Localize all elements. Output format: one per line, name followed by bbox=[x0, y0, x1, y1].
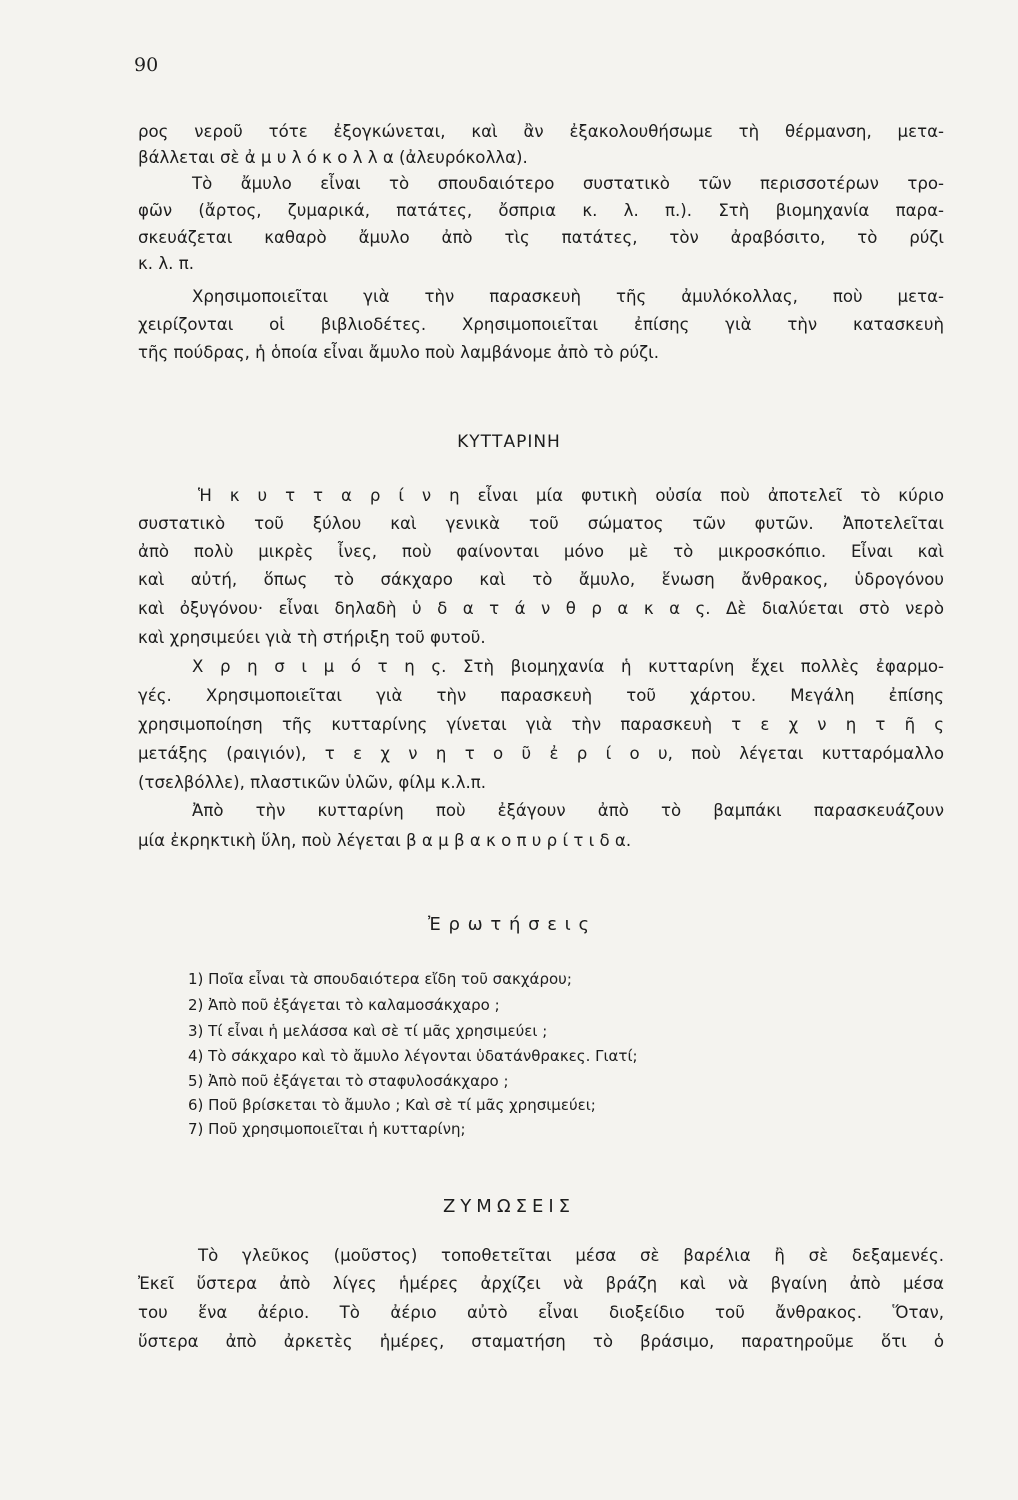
question-item: 4) Τὸ σάκχαρο καὶ τὸ ἄμυλο λέγονται ὑδατάνθρακες. Γιατί; bbox=[188, 1047, 638, 1065]
body-line: καὶ χρησιμεύει γιὰ τὴ στήριξη τοῦ φυτοῦ. bbox=[138, 628, 486, 647]
body-line: ρος νεροῦ τότε ἐξογκώνεται, καὶ ἂν ἐξακολουθήσωμε τὴ θέρμανση, μετα- bbox=[138, 122, 944, 141]
body-line: Ἀπὸ τὴν κυτταρίνη ποὺ ἐξάγουν ἀπὸ τὸ βαμπάκι παρασκευάζουν bbox=[192, 801, 944, 820]
body-line: Τὸ ἄμυλο εἶναι τὸ σπουδαιότερο συστατικὸ τῶν περισσοτέρων τρο- bbox=[192, 174, 944, 193]
body-line: Τὸ γλεῦκος (μοῦστος) τοποθετεῖται μέσα σὲ βαρέλια ἢ σὲ δεξαμενές. bbox=[198, 1246, 944, 1265]
body-line: ἀπὸ πολὺ μικρὲς ἶνες, ποὺ φαίνονται μόνο μὲ τὸ μικροσκόπιο. Εἶναι καὶ bbox=[138, 542, 944, 561]
body-line: Χρησιμοποιεῖται γιὰ τὴν παρασκευὴ τῆς ἀμυλόκολλας, ποὺ μετα- bbox=[192, 287, 944, 306]
body-line: τῆς πούδρας, ἡ ὁποία εἶναι ἄμυλο ποὺ λαμβάνομε ἀπὸ τὸ ρύζι. bbox=[138, 343, 660, 362]
body-line: φῶν (ἄρτος, ζυμαρικά, πατάτες, ὄσπρια κ. λ. π.). Στὴ βιομηχανία παρα- bbox=[138, 201, 944, 220]
question-item: 3) Τί εἶναι ἡ μελάσσα καὶ σὲ τί μᾶς χρησιμεύει ; bbox=[188, 1022, 548, 1040]
question-item: 5) Ἀπὸ ποῦ ἐξάγεται τὸ σταφυλοσάκχαρο ; bbox=[188, 1072, 509, 1090]
body-line: Χ ρ η σ ι μ ό τ η ς. Στὴ βιομηχανία ἡ κυτταρίνη ἔχει πολλὲς ἐφαρμο- bbox=[192, 657, 944, 676]
body-line: καὶ αὐτή, ὅπως τὸ σάκχαρο καὶ τὸ ἄμυλο, ἕνωση ἄνθρακος, ὑδρογόνου bbox=[138, 570, 944, 589]
section-heading-questions: Ἐ ρ ω τ ή σ ε ι ς bbox=[427, 914, 591, 935]
body-line: του ἕνα ἀέριο. Τὸ ἀέριο αὐτὸ εἶναι διοξείδιο τοῦ ἄνθρακος. Ὅταν, bbox=[138, 1303, 944, 1322]
question-item: 2) Ἀπὸ ποῦ ἐξάγεται τὸ καλαμοσάκχαρο ; bbox=[188, 996, 500, 1014]
page-number: 90 bbox=[134, 54, 159, 76]
body-line: Ἡ κ υ τ τ α ρ ί ν η εἶναι μία φυτικὴ οὐσία ποὺ ἀποτελεῖ τὸ κύριο bbox=[198, 486, 944, 505]
body-line: συστατικὸ τοῦ ξύλου καὶ γενικὰ τοῦ σώματος τῶν φυτῶν. Ἀποτελεῖται bbox=[138, 514, 944, 533]
body-line: βάλλεται σὲ ἀ μ υ λ ό κ ο λ λ α (ἀλευρόκολλα). bbox=[138, 148, 528, 167]
body-line: μία ἐκρηκτικὴ ὕλη, ποὺ λέγεται β α μ β α κ ο π υ ρ ί τ ι δ α. bbox=[138, 831, 632, 850]
question-item: 6) Ποῦ βρίσκεται τὸ ἄμυλο ; Καὶ σὲ τί μᾶς χρησιμεύει; bbox=[188, 1096, 596, 1114]
question-item: 1) Ποῖα εἶναι τὰ σπουδαιότερα εἴδη τοῦ σακχάρου; bbox=[188, 970, 572, 988]
question-item: 7) Ποῦ χρησιμοποιεῖται ἡ κυτταρίνη; bbox=[188, 1120, 466, 1138]
body-line: Ἐκεῖ ὕστερα ἀπὸ λίγες ἡμέρες ἀρχίζει νὰ βράζη καὶ νὰ βγαίνη ἀπὸ μέσα bbox=[138, 1274, 944, 1293]
section-heading-cellulose: ΚΥΤΤΑΡΙΝΗ bbox=[457, 432, 561, 452]
body-line: (τσελβόλλε), πλαστικῶν ὑλῶν, φίλμ κ.λ.π. bbox=[138, 773, 486, 792]
section-heading-fermentation: ΖΥΜΩΣΕΙΣ bbox=[442, 1196, 576, 1217]
body-line: μετάξης (ραιγιόν), τ ε χ ν η τ ο ῦ ἐ ρ ί ο υ, ποὺ λέγεται κυτταρόμαλλο bbox=[138, 744, 944, 763]
body-line: καὶ ὀξυγόνου· εἶναι δηλαδὴ ὑ δ α τ ά ν θ ρ α κ α ς. Δὲ διαλύεται στὸ νερὸ bbox=[138, 599, 944, 618]
body-line: σκευάζεται καθαρὸ ἄμυλο ἀπὸ τὶς πατάτες, τὸν ἀραβόσιτο, τὸ ρύζι bbox=[138, 228, 944, 247]
body-line: χρησιμοποίηση τῆς κυτταρίνης γίνεται γιὰ τὴν παρασκευὴ τ ε χ ν η τ ῆ ς bbox=[138, 715, 944, 734]
body-line: κ. λ. π. bbox=[138, 254, 194, 273]
body-line: γές. Χρησιμοποιεῖται γιὰ τὴν παρασκευὴ τοῦ χάρτου. Μεγάλη ἐπίσης bbox=[138, 686, 944, 705]
body-line: χειρίζονται οἱ βιβλιοδέτες. Χρησιμοποιεῖται ἐπίσης γιὰ τὴν κατασκευὴ bbox=[138, 315, 944, 334]
body-line: ὕστερα ἀπὸ ἀρκετὲς ἡμέρες, σταματήση τὸ βράσιμο, παρατηροῦμε ὅτι ὁ bbox=[138, 1332, 944, 1351]
